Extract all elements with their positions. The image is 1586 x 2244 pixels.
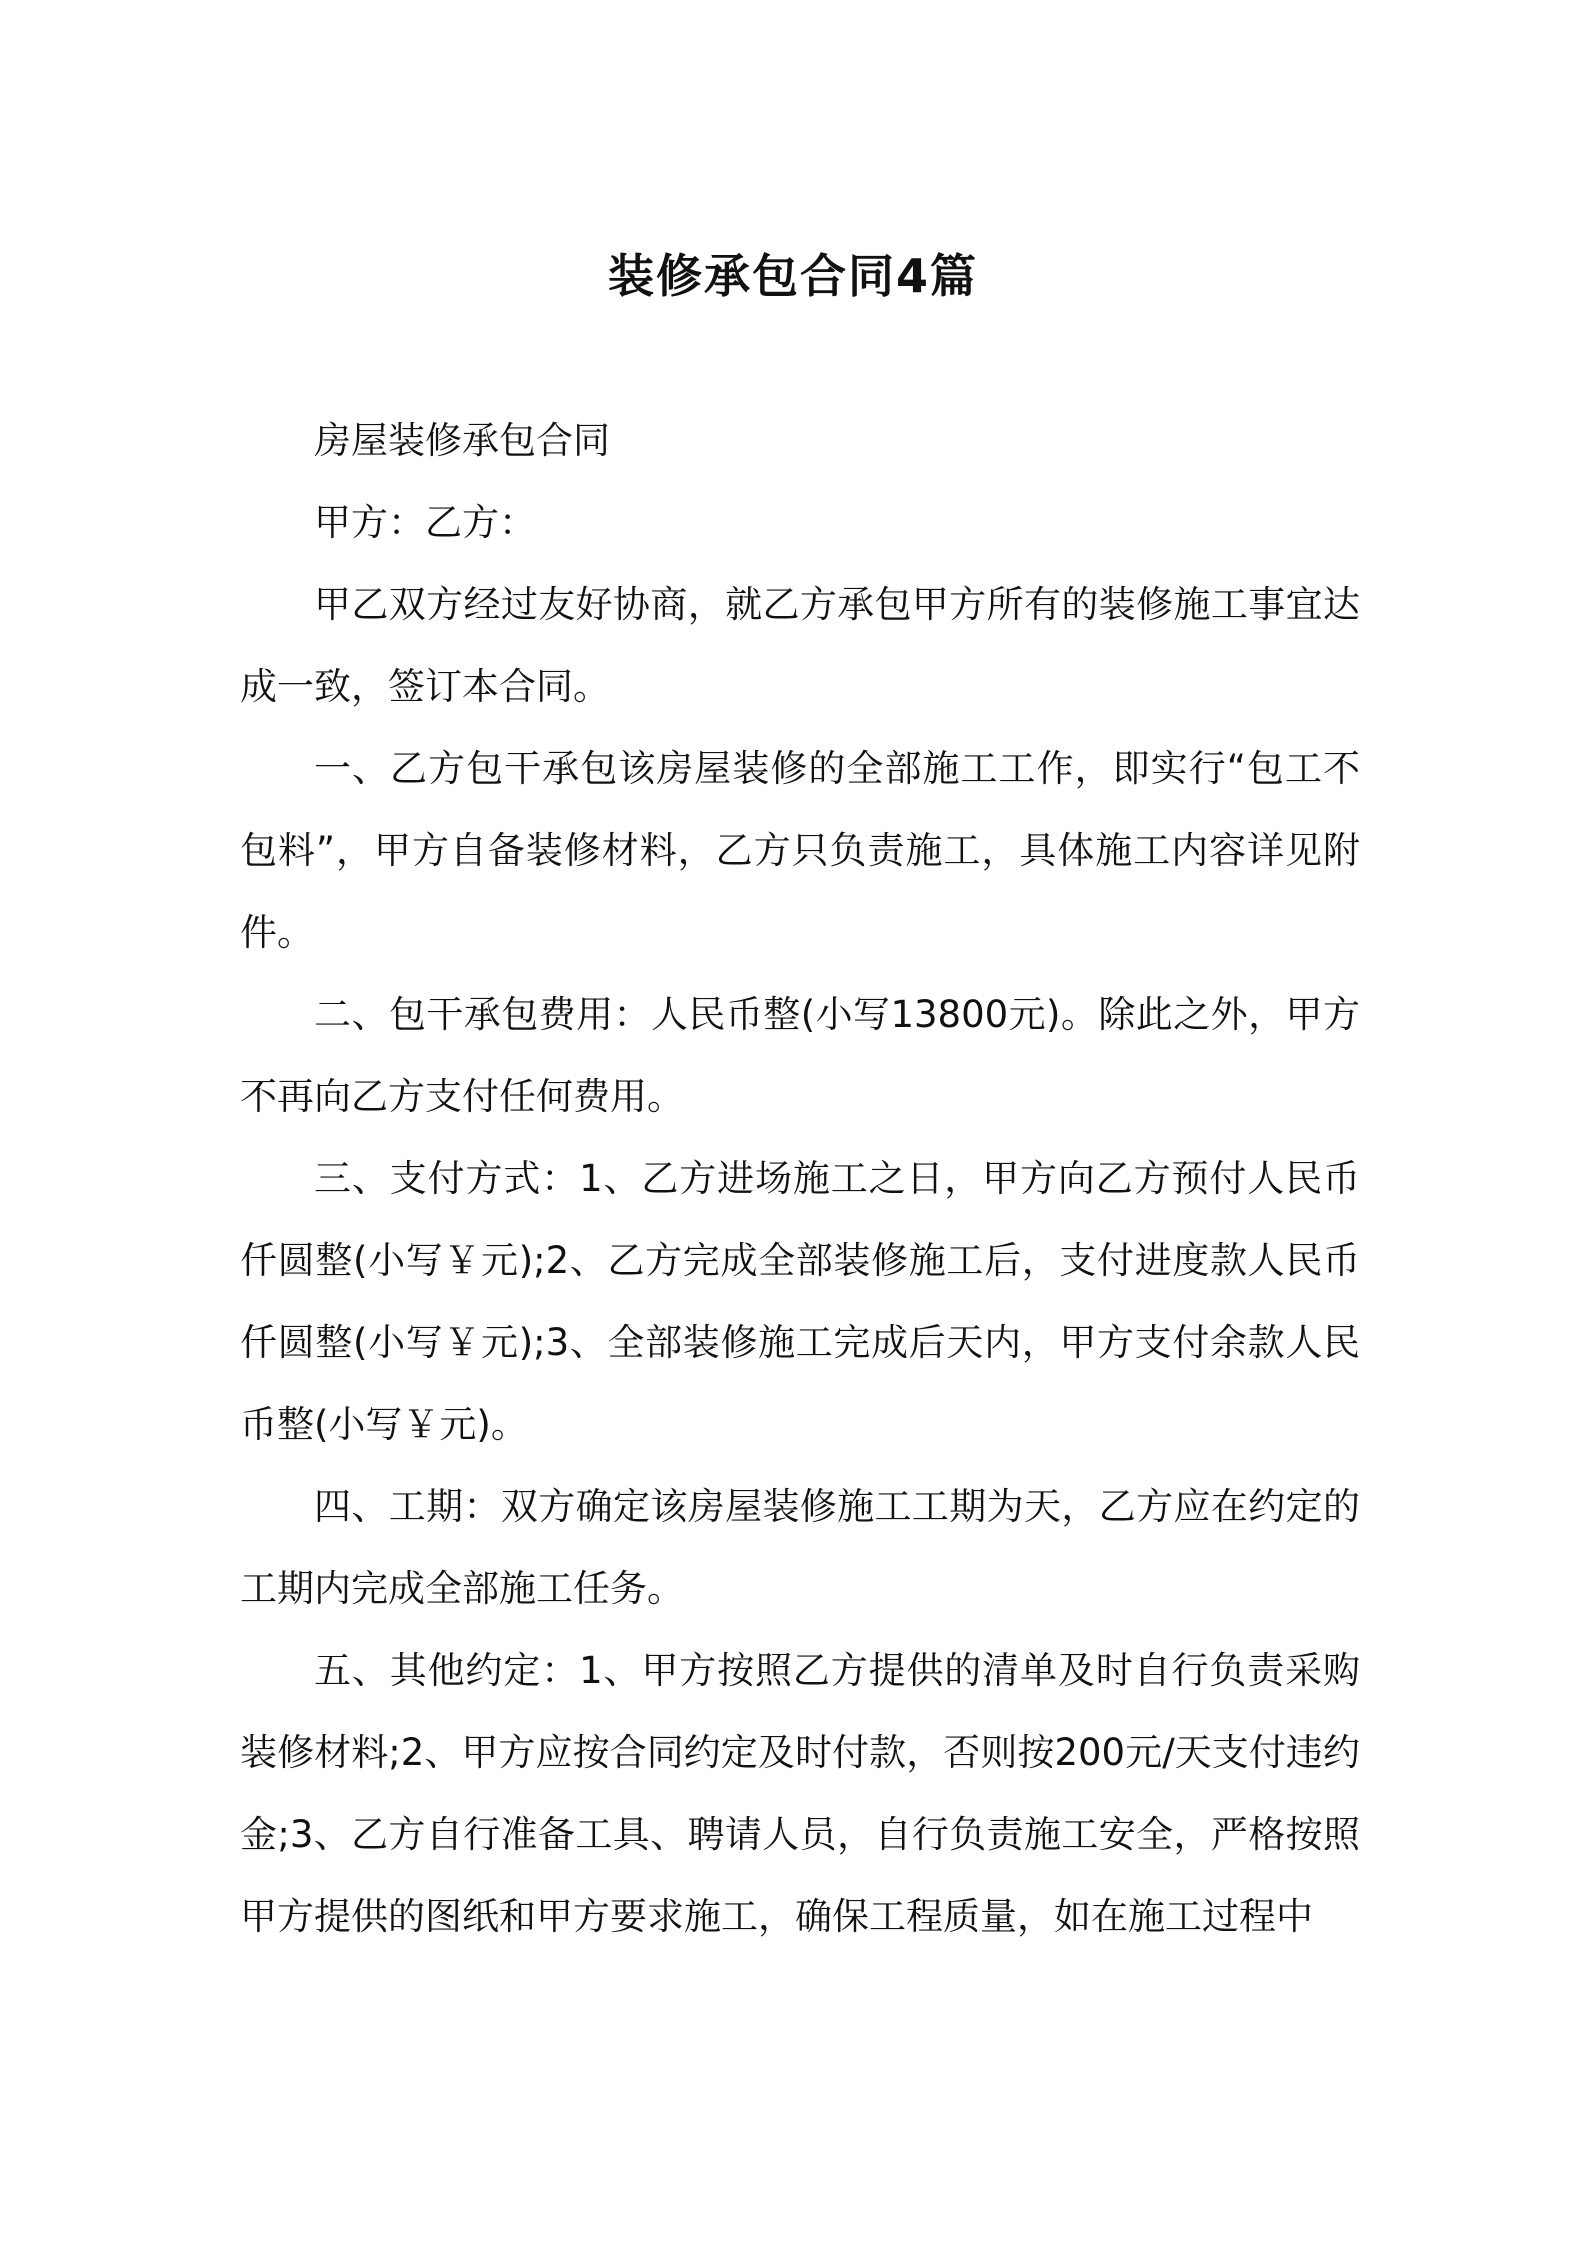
paragraph-subtitle: 房屋装修承包合同 <box>314 419 610 462</box>
paragraph-clause-3: 三、支付方式：1、乙方进场施工之日，甲方向乙方预付人民币仟圆整(小写￥元);2、乙方完成全部装修施工后，支付进度款人民币仟圆整(小写￥元);3、全部装修施工完成后天内，甲方支付余款人民币整(小写￥元)。 <box>240 1157 1360 1446</box>
paragraph-clause-1: 一、乙方包干承包该房屋装修的全部施工工作，即实行“包工不包料”，甲方自备装修材料，乙方只负责施工，具体施工内容详见附件。 <box>240 747 1360 954</box>
paragraph-clause-5: 五、其他约定：1、甲方按照乙方提供的清单及时自行负责采购装修材料;2、甲方应按合同约定及时付款，否则按200元/天支付违约金;3、乙方自行准备工具、聘请人员，自行负责施工安全，严格按照甲方提供的图纸和甲方要求施工，确保工程质量，如在施工过程中 <box>240 1649 1360 1938</box>
paragraph-parties: 甲方：乙方： <box>314 501 536 544</box>
document-title: 装修承包合同4篇 <box>607 248 978 303</box>
paragraph-preamble: 甲乙双方经过友好协商，就乙方承包甲方所有的装修施工事宜达成一致，签订本合同。 <box>240 583 1360 708</box>
document-body <box>240 400 1360 1958</box>
paragraph-clause-2: 二、包干承包费用：人民币整(小写13800元)。除此之外，甲方不再向乙方支付任何费用。 <box>240 993 1360 1118</box>
paragraph-clause-4: 四、工期：双方确定该房屋装修施工工期为天，乙方应在约定的工期内完成全部施工任务。 <box>240 1485 1360 1610</box>
